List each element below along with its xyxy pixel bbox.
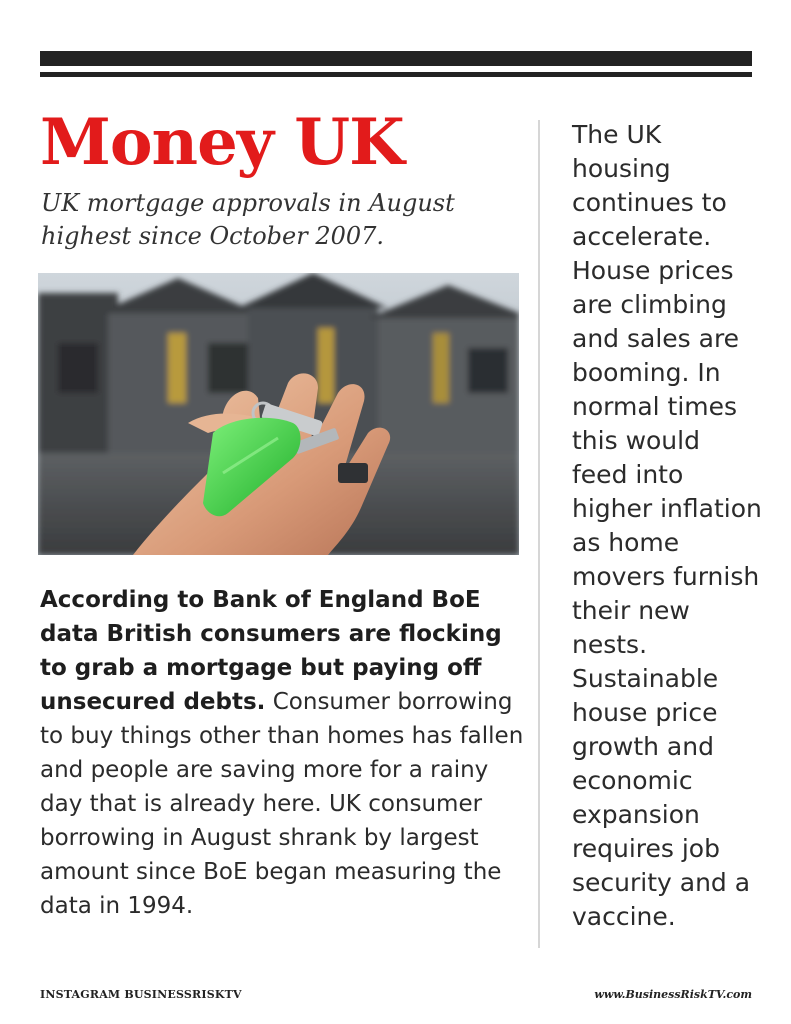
keys-in-hand-photo xyxy=(38,273,519,555)
footer-instagram: INSTAGRAM BUSINESSRISKTV xyxy=(40,988,242,1001)
article-text: Consumer borrowing to buy things other than homes has fallen and people are saving more for a rainy day that is already here. UK consumer borrowing in August shrank by largest amount since BoE began measuring the data in 1994. xyxy=(40,689,524,919)
page-subtitle: UK mortgage approvals in August highest since October 2007. xyxy=(41,189,455,250)
header-rule-thick xyxy=(40,51,752,66)
article-lead: According to Bank of England BoE data British consumers are flocking to grab a mortgage but paying off unsecured debts. xyxy=(40,587,502,715)
footer-website: www.BusinessRiskTV.com xyxy=(594,988,752,1001)
article-body xyxy=(40,583,528,923)
sidebar-text: The UK housing continues to accelerate. House prices are climbing and sales are booming. In normal times this would feed into higher inflation as home movers furnish their new nests. Sustainable house price growth and economic expansion requires job security and a vaccine. xyxy=(572,120,762,931)
page-title: Money UK xyxy=(40,105,404,180)
column-divider xyxy=(538,120,540,948)
header-rule-thin xyxy=(40,72,752,77)
